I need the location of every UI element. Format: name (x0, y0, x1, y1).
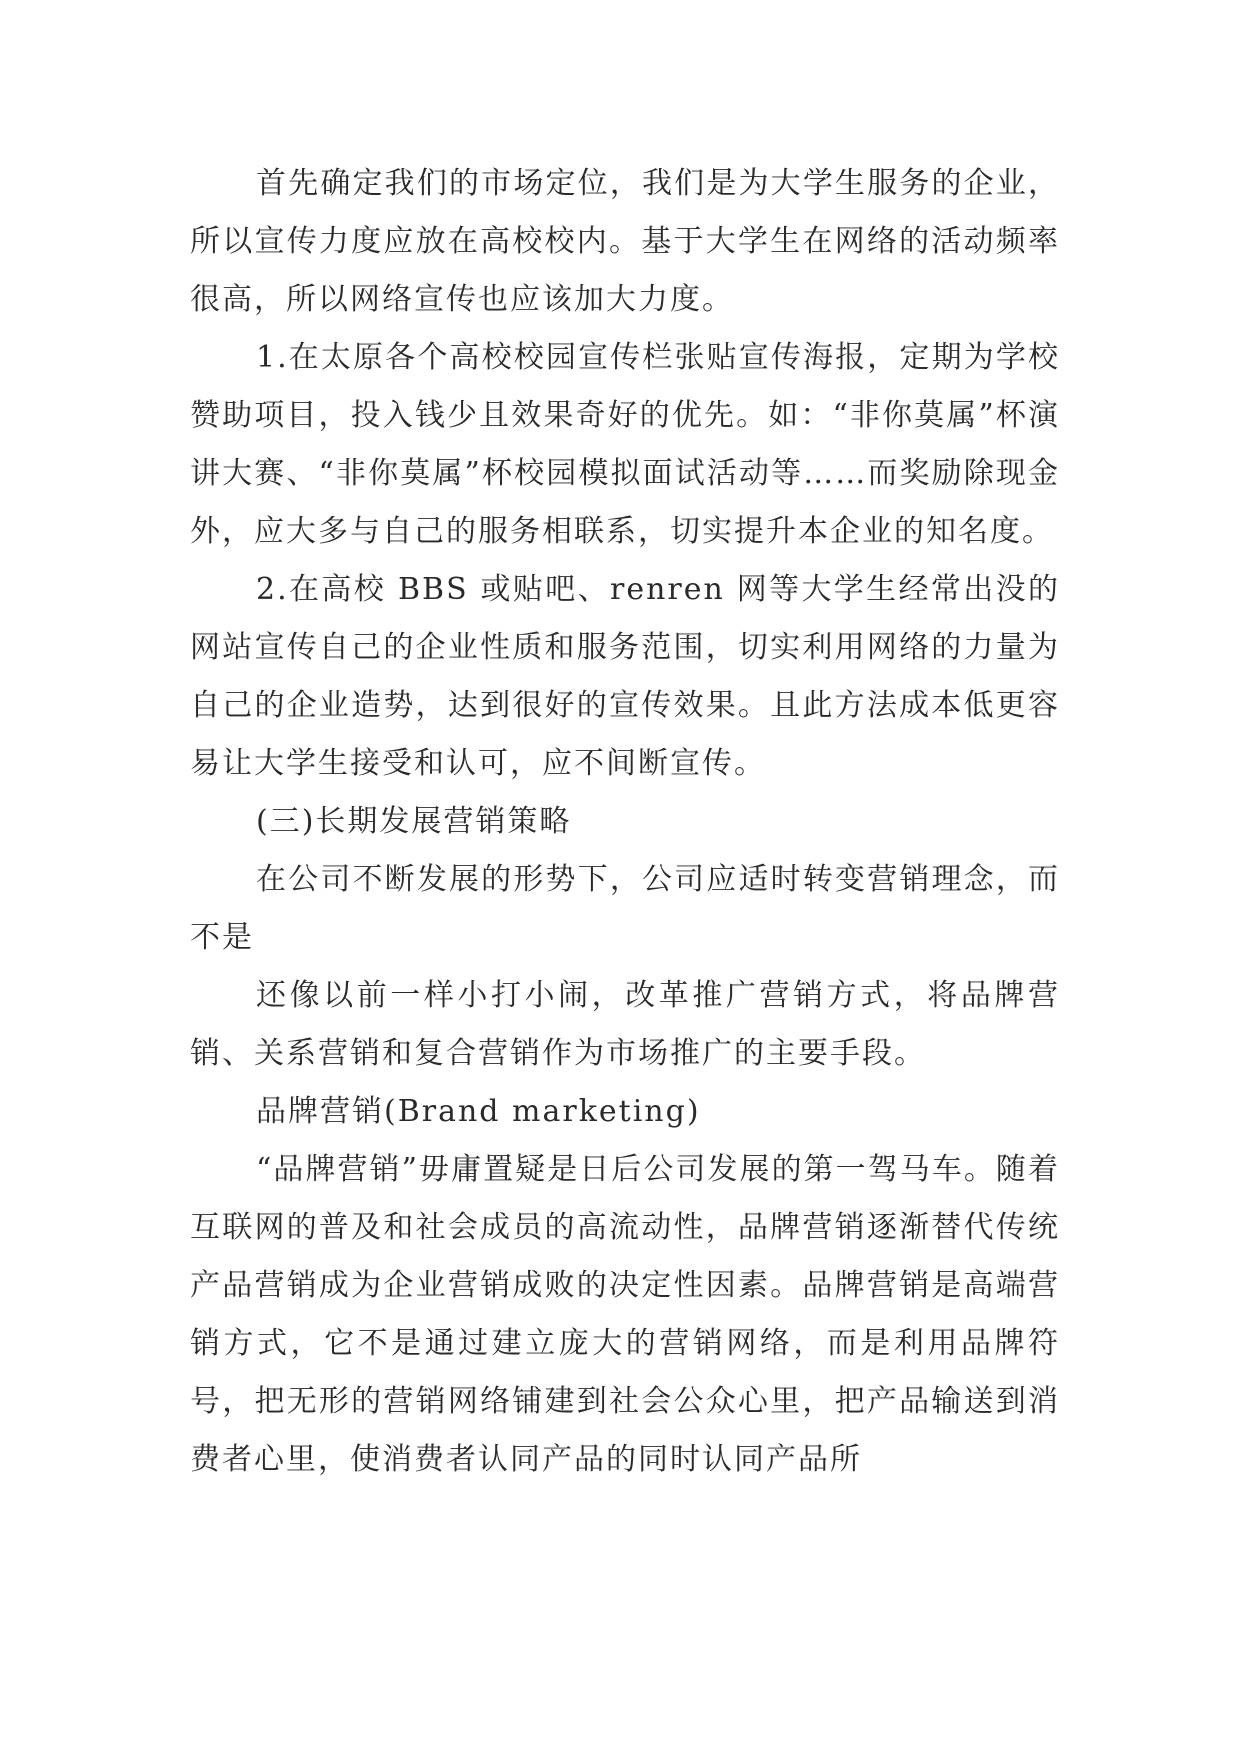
paragraph-brand-marketing: “品牌营销”毋庸置疑是日后公司发展的第一驾马车。随着互联网的普及和社会成员的高流动性，品牌营销逐渐替代传统产品营销成为企业营销成败的决定性因素。品牌营销是高端营销方式，它不是通过建立庞大的营销网络，而是利用品牌符号，把无形的营销网络铺建到社会公众心里，把产品输送到消费者心里，使消费者认同产品的同时认同产品所 (190, 1152, 1060, 1477)
subheading-brand-marketing: 品牌营销(Brand marketing) (256, 1094, 701, 1129)
paragraph-marketing-concept: 在公司不断发展的形势下，公司应适时转变营销理念，而不是 (190, 862, 1060, 955)
paragraph-marketing-methods: 还像以前一样小打小闹，改革推广营销方式，将品牌营销、关系营销和复合营销作为市场推广的主要手段。 (190, 978, 1060, 1071)
paragraph-online-promotion: 2.在高校 BBS 或贴吧、renren 网等大学生经常出没的网站宣传自己的企业性质和服务范围，切实利用网络的力量为自己的企业造势，达到很好的宣传效果。且此方法成本低更容易让大学生接受和认可，应不间断宣传。 (190, 572, 1060, 781)
document-body (190, 155, 1060, 1489)
paragraph-campus-posters: 1.在太原各个高校校园宣传栏张贴宣传海报，定期为学校赞助项目，投入钱少且效果奇好的优先。如：“非你莫属”杯演讲大赛、“非你莫属”杯校园模拟面试活动等……而奖励除现金外，应大多与自己的服务相联系，切实提升本企业的知名度。 (190, 340, 1060, 549)
paragraph-market-positioning: 首先确定我们的市场定位，我们是为大学生服务的企业，所以宣传力度应放在高校校内。基于大学生在网络的活动频率很高，所以网络宣传也应该加大力度。 (190, 166, 1060, 317)
section-heading-long-term-strategy: (三)长期发展营销策略 (256, 804, 572, 839)
